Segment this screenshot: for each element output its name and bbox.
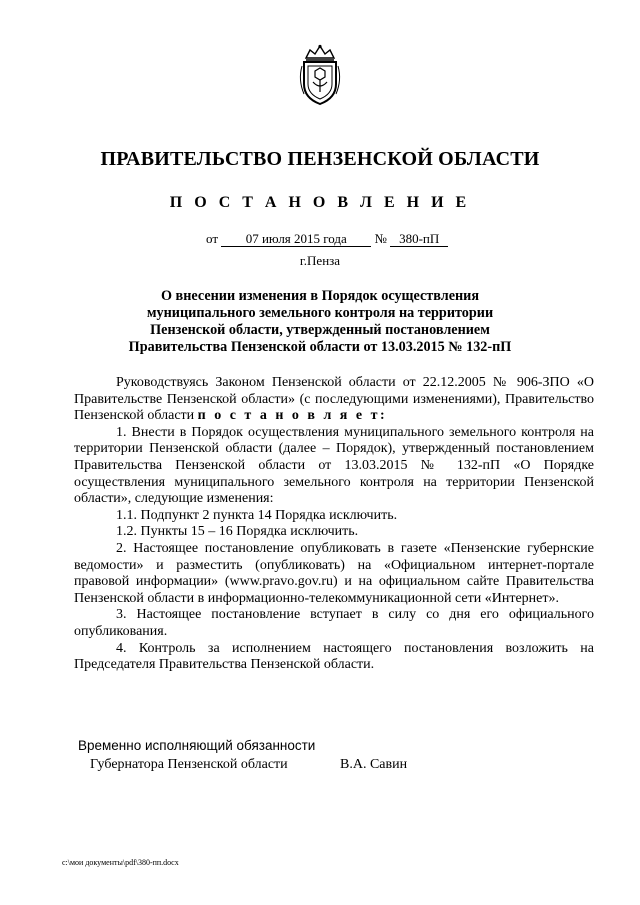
file-path-footer: c:\мои документы\pdf\380-пп.docx bbox=[62, 858, 179, 867]
document-body bbox=[74, 375, 594, 674]
document-date: 07 июля 2015 года bbox=[221, 232, 371, 247]
subject-line: муниципального земельного контроля на территории bbox=[146, 305, 494, 321]
item-paragraph: 1.2. Пункты 15 – 16 Порядка исключить. bbox=[116, 524, 359, 540]
subject-line: О внесении изменения в Порядок осуществления bbox=[160, 288, 480, 304]
date-prefix: от bbox=[206, 231, 219, 246]
item-paragraph: 2. Настоящее постановление опубликовать в газете «Пензенские губернские ведомости» и разместить (опубликовать) на «Официальном интернет-портале правовой информации» (www.pravo.gov.ru) и на официальном сайте Правительства Пензенской области в информационно-телекоммуникационной сети «Интернет». bbox=[74, 540, 594, 606]
decrees-word: п о с т а н о в л я е т: bbox=[197, 408, 388, 424]
subject-line: Пензенской области, утвержденный постановлением bbox=[150, 322, 490, 338]
date-number-line bbox=[206, 231, 448, 247]
coat-of-arms-emblem bbox=[296, 44, 344, 106]
document-subject bbox=[120, 288, 520, 356]
organization-title: ПРАВИТЕЛЬСТВО ПЕНЗЕНСКОЙ ОБЛАСТИ bbox=[100, 148, 540, 170]
number-sign: № bbox=[374, 231, 387, 246]
document-number: 380-пП bbox=[390, 232, 448, 247]
preamble-paragraph bbox=[74, 375, 594, 425]
document-type-title: П О С Т А Н О В Л Е Н И Е bbox=[169, 194, 471, 211]
item-paragraph: 1.1. Подпункт 2 пункта 14 Порядка исключить. bbox=[116, 507, 398, 523]
item-paragraph: 3. Настоящее постановление вступает в силу со дня его официального опубликования. bbox=[74, 607, 594, 639]
signatory-title: Губернатора Пензенской области bbox=[90, 757, 288, 772]
item-paragraph: 1. Внести в Порядок осуществления муниципального земельного контроля на территории Пензенской области (далее – Порядок), утвержденный постановлением Правительства Пензенской области от 13.03.2015 № 132-пП «О Порядке осуществления муниципального земельного контроля на территории Пензенской области», следующие изменения: bbox=[74, 424, 594, 507]
signatory-position: Временно исполняющий обязанности bbox=[78, 738, 316, 753]
item-paragraph: 4. Контроль за исполнением настоящего постановления возложить на Председателя Правительства Пензенской области. bbox=[74, 640, 594, 673]
subject-line: Правительства Пензенской области от 13.03.2015 № 132-пП bbox=[128, 339, 512, 355]
preamble-text: Руководствуясь Законом Пензенской области от 22.12.2005 № 906-ЗПО «О Правительстве Пензенской области» (с последующими изменениями), Правительство Пензенской области bbox=[74, 375, 594, 424]
signatory-name: В.А. Савин bbox=[340, 757, 408, 772]
city: г.Пенза bbox=[299, 253, 341, 268]
